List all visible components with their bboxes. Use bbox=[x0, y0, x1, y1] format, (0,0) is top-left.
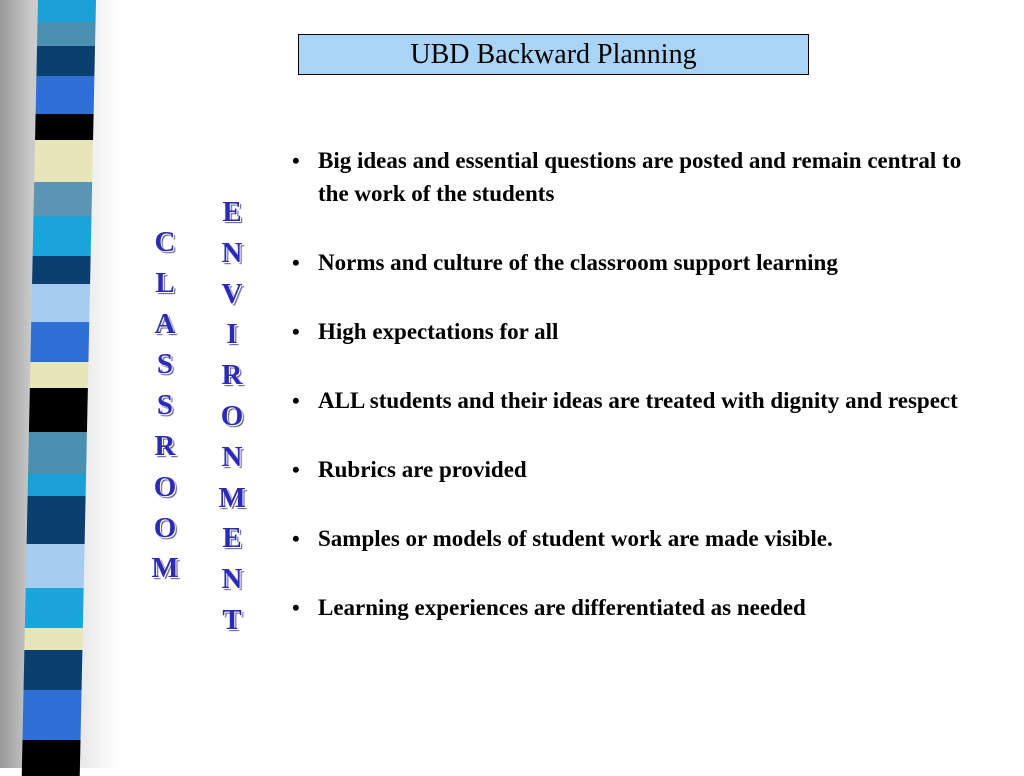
classroom-letter: C bbox=[154, 226, 176, 258]
environment-letter: N bbox=[221, 236, 243, 269]
bullet-dot-icon: • bbox=[292, 250, 300, 275]
stripe-segment bbox=[31, 284, 90, 322]
bullet-text: High expectations for all bbox=[318, 319, 559, 344]
stripe-band bbox=[22, 0, 96, 768]
bullet-item bbox=[290, 144, 990, 210]
vertical-word-environment bbox=[212, 192, 252, 641]
stripe-segment bbox=[34, 140, 93, 182]
bullet-text: Rubrics are provided bbox=[318, 457, 527, 482]
stripe-segment bbox=[24, 650, 83, 690]
bullet-list bbox=[290, 144, 990, 660]
slide-title: UBD Backward Planning bbox=[298, 34, 809, 75]
bullet-text: ALL students and their ideas are treated with dignity and respect bbox=[318, 388, 958, 413]
bullet-item bbox=[290, 315, 990, 348]
stripe-segment bbox=[29, 388, 88, 432]
environment-letter: N bbox=[221, 563, 243, 596]
stripe-segment bbox=[27, 496, 86, 544]
stripe-segment bbox=[25, 588, 84, 628]
environment-letter: E bbox=[222, 522, 242, 555]
stripe-segment bbox=[28, 432, 87, 474]
bullet-item bbox=[290, 384, 990, 417]
environment-letter: V bbox=[221, 277, 243, 310]
stripe-segment bbox=[38, 0, 96, 22]
bullet-dot-icon: • bbox=[292, 595, 300, 620]
bullet-text: Big ideas and essential questions are posted and remain central to the work of the students bbox=[318, 148, 962, 206]
stripe-segment bbox=[22, 740, 81, 776]
classroom-letter: S bbox=[156, 348, 174, 381]
stripe-segment bbox=[37, 22, 96, 46]
stripe-segment bbox=[35, 114, 94, 140]
bullet-item bbox=[290, 591, 990, 624]
stripe-segment bbox=[22, 690, 81, 740]
bullet-text: Norms and culture of the classroom support learning bbox=[318, 250, 838, 275]
bullet-text: Learning experiences are differentiated as needed bbox=[318, 595, 806, 620]
stripe-segment bbox=[30, 362, 89, 388]
bullet-text: Samples or models of student work are made visible. bbox=[318, 526, 833, 551]
environment-letter: R bbox=[221, 359, 243, 392]
bullet-dot-icon: • bbox=[292, 457, 300, 482]
classroom-letter: O bbox=[153, 511, 177, 544]
stripe-segment bbox=[24, 628, 82, 650]
bullet-dot-icon: • bbox=[292, 526, 300, 551]
bullet-item bbox=[290, 453, 990, 486]
classroom-letter: M bbox=[151, 552, 179, 585]
stripe-segment bbox=[28, 474, 86, 496]
environment-letter: I bbox=[226, 318, 238, 351]
bullet-dot-icon: • bbox=[292, 148, 300, 173]
bullet-item bbox=[290, 246, 990, 279]
stripe-segment bbox=[33, 216, 92, 256]
environment-letter: O bbox=[220, 399, 244, 432]
classroom-letter: L bbox=[155, 266, 175, 299]
bullet-dot-icon: • bbox=[292, 388, 300, 413]
environment-letter: N bbox=[221, 440, 243, 473]
environment-letter: M bbox=[218, 481, 246, 514]
decorative-stripe-border bbox=[0, 0, 120, 768]
stripe-segment bbox=[26, 544, 85, 588]
stripe-segment bbox=[30, 322, 89, 362]
stripe-segment bbox=[36, 46, 95, 76]
bullet-item bbox=[290, 522, 990, 555]
environment-letter: T bbox=[222, 603, 242, 636]
stripe-segment bbox=[36, 76, 95, 114]
vertical-word-classroom bbox=[145, 222, 185, 589]
classroom-letter: S bbox=[156, 389, 174, 422]
bullet-dot-icon: • bbox=[292, 319, 300, 344]
environment-letter: E bbox=[222, 196, 242, 228]
stripe-segment bbox=[33, 182, 92, 216]
classroom-letter: A bbox=[154, 307, 176, 340]
classroom-letter: R bbox=[154, 429, 176, 462]
classroom-letter: O bbox=[153, 470, 177, 503]
stripe-segment bbox=[32, 256, 91, 284]
